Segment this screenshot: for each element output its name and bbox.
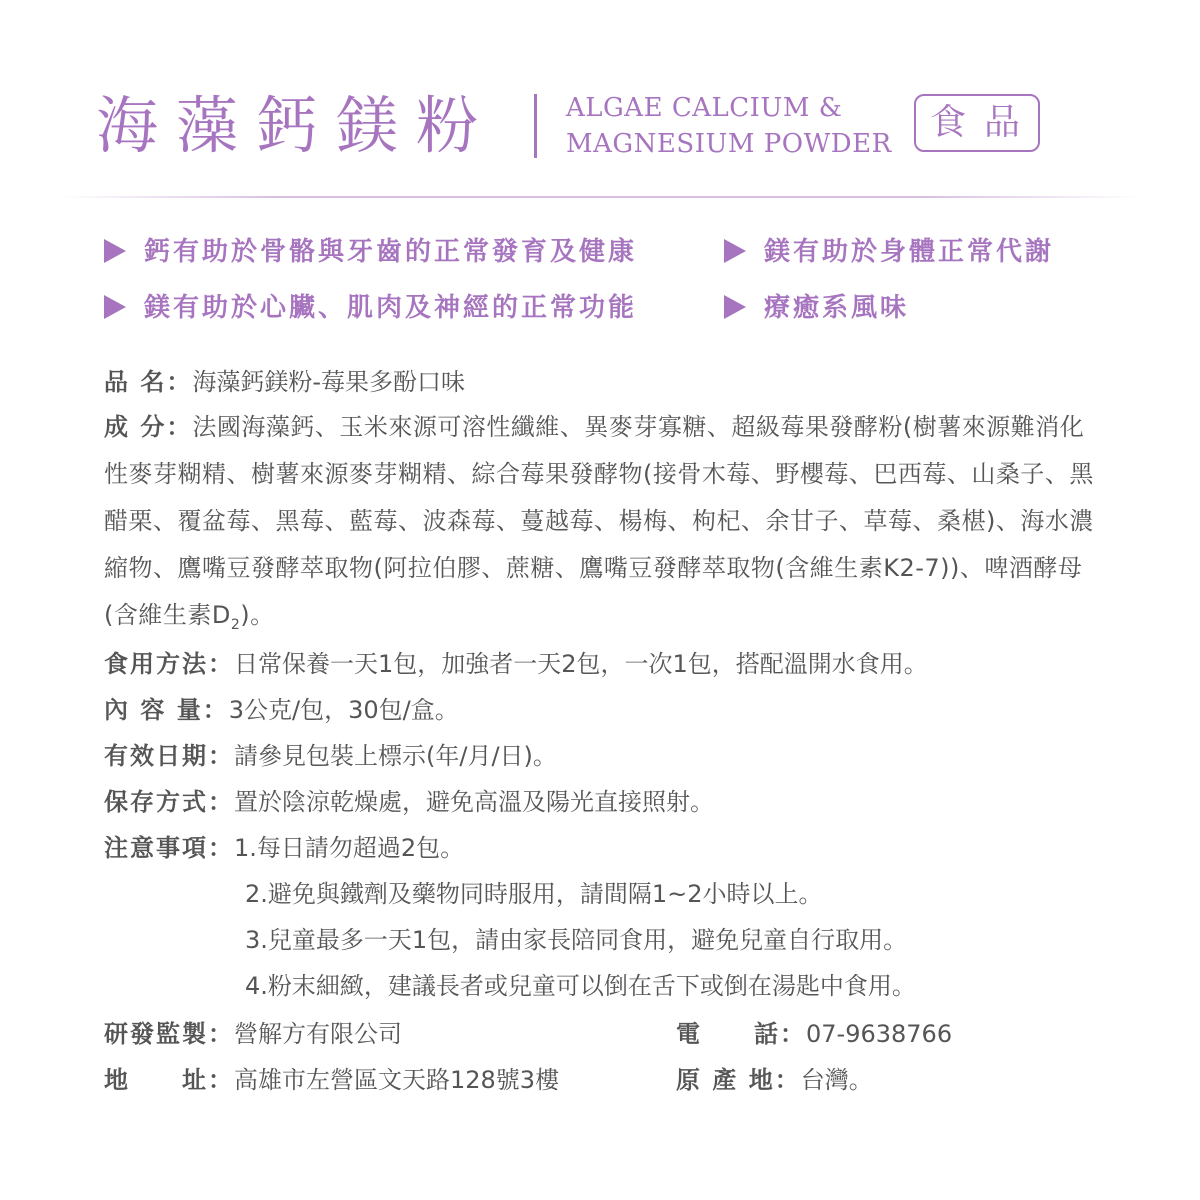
phone-value: 07-9638766 [806, 1020, 953, 1048]
triangle-bullet-icon [104, 295, 126, 319]
title-en-line2: MAGNESIUM POWDER [566, 129, 892, 159]
usage-label: 食用方法： [104, 650, 234, 678]
title-separator [534, 94, 537, 158]
product-name-label: 品 名： [104, 368, 193, 396]
claim-text: 鎂有助於身體正常代謝 [764, 237, 1055, 267]
phone-label: 電 話： [676, 1020, 806, 1048]
notes-item: 3.兒童最多一天1包，請由家長陪同食用，避免兒童自行取用。 [245, 926, 908, 954]
origin-label: 原 產 地： [676, 1066, 801, 1094]
notes-row [104, 828, 464, 868]
notes-item: 4.粉末細緻，建議長者或兒童可以倒在舌下或倒在湯匙中食用。 [245, 972, 916, 1000]
usage-row [104, 644, 928, 684]
expiry-row [104, 736, 557, 776]
storage-label: 保存方式： [104, 788, 234, 816]
origin-row [676, 1060, 873, 1100]
title-en-line1: ALGAE CALCIUM & [566, 93, 843, 123]
notes-item: 1.每日請勿超過2包。 [234, 834, 465, 862]
address-row [104, 1060, 559, 1100]
triangle-bullet-icon [104, 239, 126, 263]
manufacturer-row [104, 1014, 402, 1054]
header [96, 86, 1056, 166]
notes-label: 注意事項： [104, 834, 234, 862]
address-value: 高雄市左營區文天路128號3樓 [234, 1066, 560, 1094]
content-row [104, 690, 459, 730]
claim-item [104, 288, 637, 328]
content-value: 3公克/包，30包/盒。 [228, 696, 459, 724]
manufacturer-value: 營解方有限公司 [234, 1020, 402, 1048]
usage-value: 日常保養一天1包，加強者一天2包，一次1包，搭配溫開水食用。 [234, 650, 928, 678]
triangle-bullet-icon [724, 239, 746, 263]
claim-item [724, 288, 909, 328]
product-name-row [104, 362, 465, 402]
ingredients-value-end: )。 [240, 601, 275, 629]
ingredients-value: 法國海藻鈣、玉米來源可溶性纖維、異麥芽寡糖、超級莓果發酵粉(樹薯來源難消化性麥芽糊精、樹薯來源麥芽糊精、綜合莓果發酵物(接骨木莓、野櫻莓、巴西莓、山桑子、黑醋栗、覆盆莓、黑莓、藍莓、波森莓、蔓越莓、楊梅、枸杞、余甘子、草莓、桑椹)、海水濃縮物、鷹嘴豆發酵萃取物(阿拉伯膠、蔗糖、鷹嘴豆發酵萃取物(含維生素K2-7))、啤酒酵母(含維生素D [104, 413, 1094, 629]
claim-text: 鈣有助於骨骼與牙齒的正常發育及健康 [144, 237, 638, 267]
ingredients-row [104, 404, 1104, 649]
manufacturer-label: 研發監製： [104, 1020, 234, 1048]
claim-item [724, 232, 1054, 272]
expiry-label: 有效日期： [104, 742, 234, 770]
claim-text: 鎂有助於心臟、肌肉及神經的正常功能 [144, 293, 638, 323]
claim-text: 療癒系風味 [764, 293, 910, 323]
storage-value: 置於陰涼乾燥處，避免高溫及陽光直接照射。 [234, 788, 714, 816]
triangle-bullet-icon [724, 295, 746, 319]
ingredients-label: 成 分： [104, 413, 193, 441]
food-badge: 食品 [914, 94, 1040, 152]
product-name-value: 海藻鈣鎂粉-莓果多酚口味 [192, 368, 466, 396]
address-label: 地 址： [104, 1066, 234, 1094]
product-title-cn: 海藻鈣鎂粉 [96, 89, 497, 162]
product-title-en [566, 90, 892, 162]
claim-item [104, 232, 637, 272]
notes-item: 2.避免與鐵劑及藥物同時服用，請間隔1~2小時以上。 [245, 880, 823, 908]
storage-row [104, 782, 714, 822]
expiry-value: 請參見包裝上標示(年/月/日)。 [234, 742, 557, 770]
origin-value: 台灣。 [800, 1066, 873, 1094]
phone-row [676, 1014, 952, 1054]
content-label: 內 容 量： [104, 696, 229, 724]
header-divider [60, 196, 1140, 198]
ingredients-subscript: 2 [230, 616, 241, 633]
